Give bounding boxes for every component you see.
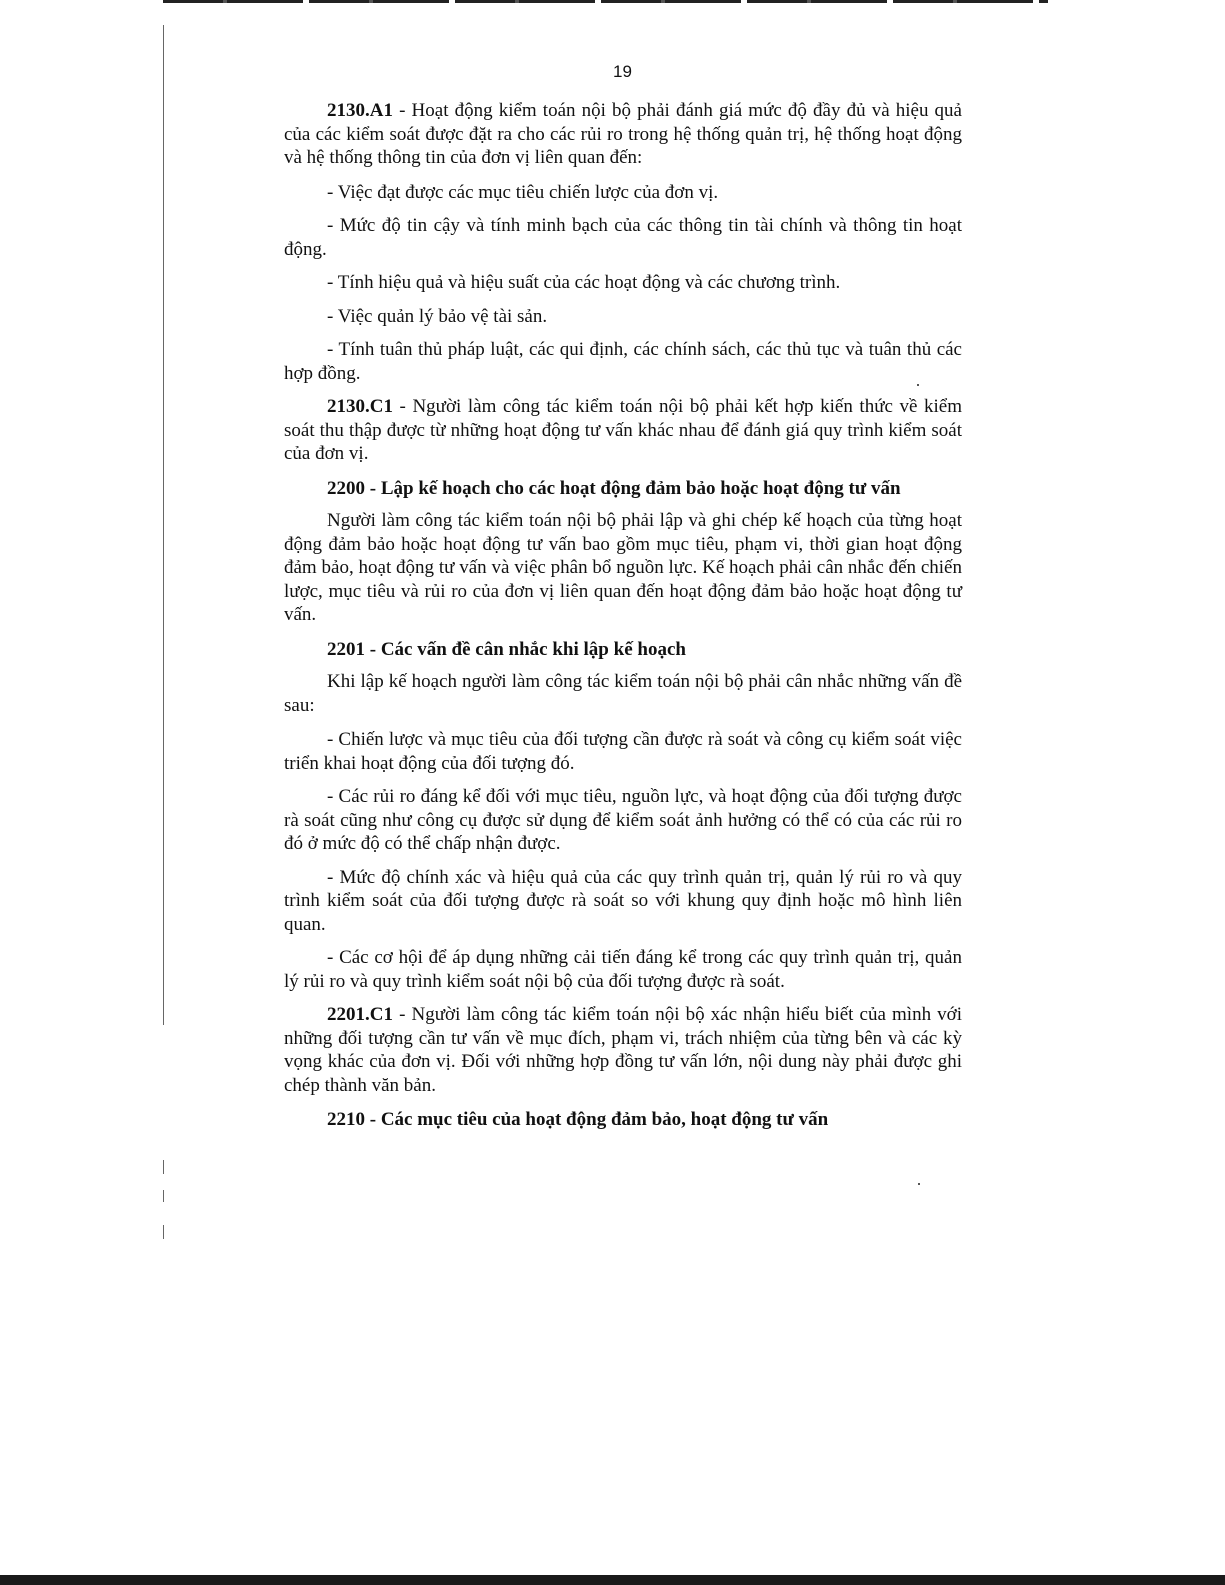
section-code: 2130.C1 [327, 396, 393, 417]
list-item: - Tính tuân thủ pháp luật, các qui định, các chính sách, các thủ tục và tuân thủ các hợp đồng. [284, 339, 962, 384]
list-item: - Các rủi ro đáng kể đối với mục tiêu, nguồn lực, và hoạt động của đối tượng được rà soát cũng như công cụ được sử dụng để kiểm soát ảnh hưởng có thể có của các rủi ro đó ở mức độ có thể chấp nhận được. [284, 786, 962, 854]
paragraph-2130-a1 [284, 99, 962, 170]
paragraph-text: - Hoạt động kiểm toán nội bộ phải đánh giá mức độ đầy đủ và hiệu quả của các kiểm soát được đặt ra cho các rủi ro trong hệ thống quản trị, hệ thống hoạt động và hệ thống thông tin của đơn vị liên quan đến: [284, 100, 962, 168]
list-item: - Mức độ chính xác và hiệu quả của các quy trình quản trị, quản lý rủi ro và quy trình kiểm soát của đối tượng được rà soát so với khung quy định hoặc mô hình liên quan. [284, 866, 962, 935]
list-item: - Chiến lược và mục tiêu của đối tượng cần được rà soát và công cụ kiểm soát việc triển khai hoạt động của đối tượng đó. [284, 729, 962, 774]
scan-left-margin-mark [163, 1225, 164, 1239]
scan-left-margin-line [163, 25, 164, 1025]
scan-left-margin-mark [163, 1190, 164, 1202]
paragraph-text: - Người làm công tác kiểm toán nội bộ phải kết hợp kiến thức về kiểm soát thu thập được từ những hoạt động tư vấn khác nhau để đánh giá quy trình kiểm soát của đơn vị. [284, 396, 962, 464]
scan-left-margin-mark [163, 1160, 164, 1174]
scan-bottom-edge [0, 1575, 1225, 1585]
section-heading-2210: 2210 - Các mục tiêu của hoạt động đảm bảo, hoạt động tư vấn [327, 1109, 829, 1130]
paragraph-2201-c1 [284, 1003, 962, 1097]
section-heading-2201: 2201 - Các vấn đề cân nhắc khi lập kế hoạch [327, 638, 686, 660]
paragraph-2130-c1 [284, 395, 962, 466]
paragraph-text: - Người làm công tác kiểm toán nội bộ xác nhận hiểu biết của mình với những đối tượng cần tư vấn về mục đích, phạm vi, trách nhiệm của từng bên và các kỳ vọng khác của đơn vị. Đối với những hợp đồng tư vấn lớn, nội dung này phải được ghi chép thành văn bản. [284, 1004, 962, 1096]
list-item: - Việc đạt được các mục tiêu chiến lược của đơn vị. [327, 181, 719, 203]
list-item: - Mức độ tin cậy và tính minh bạch của các thông tin tài chính và thông tin hoạt động. [284, 215, 962, 260]
paragraph: Người làm công tác kiểm toán nội bộ phải lập và ghi chép kế hoạch của từng hoạt động đảm bảo hoặc hoạt động tư vấn bao gồm mục tiêu, phạm vi, thời gian hoạt động đảm bảo, hoạt động tư vấn và việc phân bổ nguồn lực. Kế hoạch phải cân nhắc đến chiến lược, mục tiêu và rủi ro của đơn vị liên quan đến hoạt động đảm bảo hoặc hoạt động tư vấn. [284, 510, 962, 625]
scan-top-edge [163, 0, 1048, 3]
section-heading-2200: 2200 - Lập kế hoạch cho các hoạt động đảm bảo hoặc hoạt động tư vấn [327, 477, 901, 499]
list-item: - Tính hiệu quả và hiệu suất của các hoạt động và các chương trình. [327, 272, 841, 293]
paragraph: Khi lập kế hoạch người làm công tác kiểm toán nội bộ phải cân nhắc những vấn đề sau: [284, 671, 962, 716]
section-code: 2130.A1 [327, 100, 393, 121]
section-code: 2201.C1 [327, 1004, 393, 1025]
document-body [284, 99, 962, 1141]
list-item: - Các cơ hội để áp dụng những cải tiến đáng kể trong các quy trình quản trị, quản lý rủi ro và quy trình kiểm soát nội bộ của đối tượng được rà soát. [284, 947, 962, 992]
list-item: - Việc quản lý bảo vệ tài sản. [327, 305, 548, 327]
scan-speck [918, 1183, 920, 1185]
page-number: 19 [613, 62, 632, 81]
